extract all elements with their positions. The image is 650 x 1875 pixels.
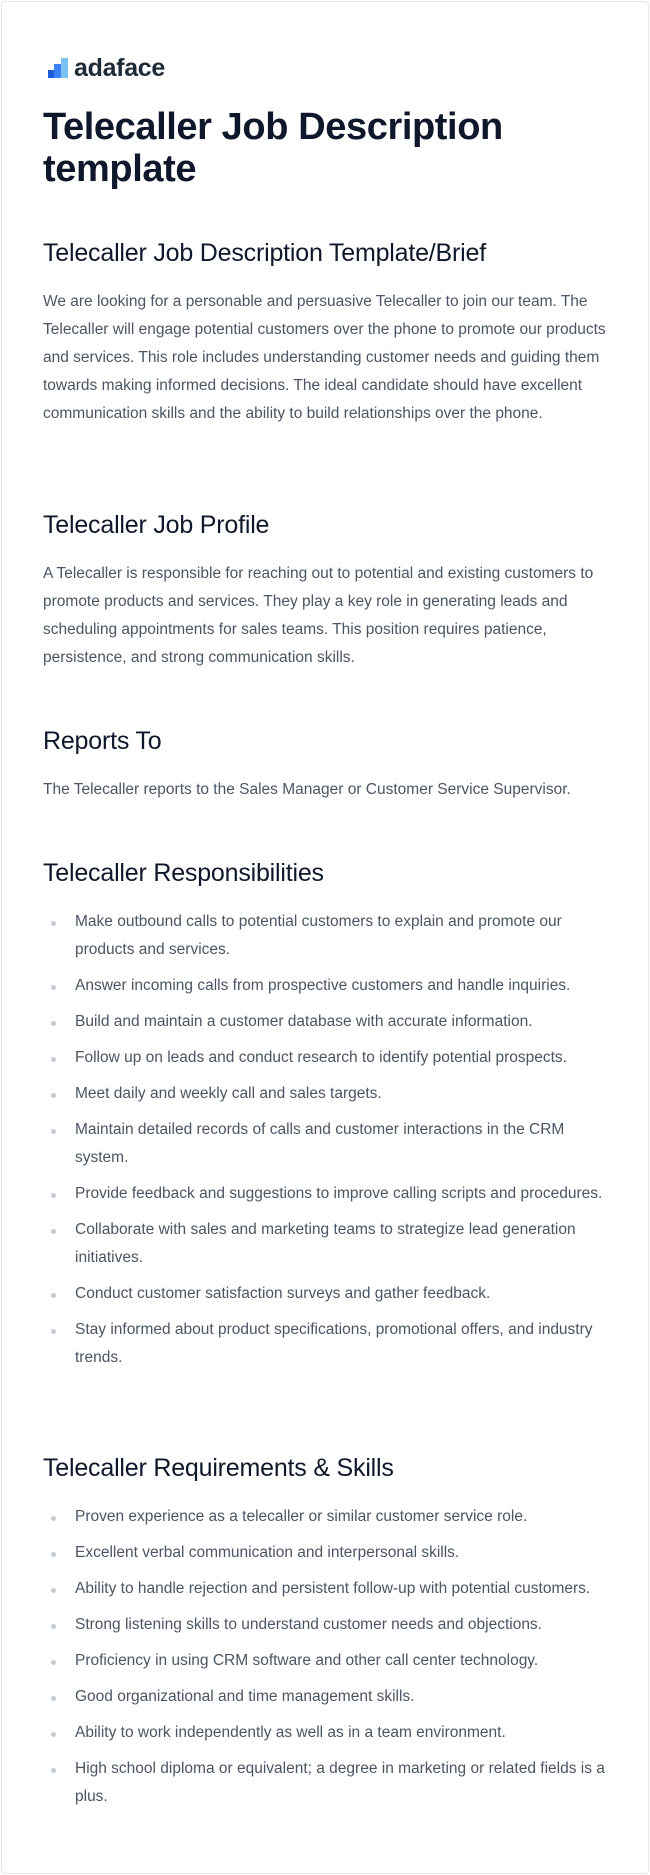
list-item: Conduct customer satisfaction surveys and gather feedback. xyxy=(43,1280,613,1308)
list-item: Proven experience as a telecaller or similar customer service role. xyxy=(43,1503,613,1531)
responsibilities-heading: Telecaller Responsibilities xyxy=(43,859,324,887)
page-title: Telecaller Job Description template xyxy=(43,106,503,190)
brand-name: adaface xyxy=(74,54,166,82)
list-item: Make outbound calls to potential customers to explain and promote our products and services. xyxy=(43,908,613,964)
list-item: Stay informed about product specifications, promotional offers, and industry trends. xyxy=(43,1316,613,1372)
list-item: Answer incoming calls from prospective customers and handle inquiries. xyxy=(43,972,613,1000)
requirements-list xyxy=(43,1503,613,1811)
list-item: Collaborate with sales and marketing teams to strategize lead generation initiatives. xyxy=(43,1216,613,1272)
list-item: High school diploma or equivalent; a degree in marketing or related fields is a plus. xyxy=(43,1755,613,1811)
reports-to-text: The Telecaller reports to the Sales Manager or Customer Service Supervisor. xyxy=(43,781,571,798)
bar-steps-logo-icon xyxy=(48,58,68,78)
list-item: Follow up on leads and conduct research to identify potential prospects. xyxy=(43,1044,613,1072)
list-item: Strong listening skills to understand customer needs and objections. xyxy=(43,1611,613,1639)
requirements-heading: Telecaller Requirements & Skills xyxy=(43,1454,394,1482)
brief-section xyxy=(43,238,613,428)
profile-section xyxy=(43,510,613,672)
requirements-section xyxy=(43,1453,613,1819)
list-item: Maintain detailed records of calls and customer interactions in the CRM system. xyxy=(43,1116,613,1172)
brief-heading: Telecaller Job Description Template/Brief xyxy=(43,239,486,267)
responsibilities-list xyxy=(43,908,613,1372)
job-description-card xyxy=(1,1,649,1874)
profile-heading: Telecaller Job Profile xyxy=(43,511,270,539)
brief-text: We are looking for a personable and persuasive Telecaller to join our team. The Telecaller will engage potential customers over the phone to promote our products and services. This role includes understanding customer needs and guiding them towards making informed decisions. The ideal candidate should have excellent communication skills and the ability to build relationships over the phone. xyxy=(43,293,606,422)
list-item: Ability to handle rejection and persistent follow-up with potential customers. xyxy=(43,1575,613,1603)
reports-to-heading: Reports To xyxy=(43,727,162,755)
list-item: Good organizational and time management skills. xyxy=(43,1683,613,1711)
list-item: Excellent verbal communication and interpersonal skills. xyxy=(43,1539,613,1567)
responsibilities-section xyxy=(43,858,613,1380)
list-item: Provide feedback and suggestions to improve calling scripts and procedures. xyxy=(43,1180,613,1208)
list-item: Build and maintain a customer database with accurate information. xyxy=(43,1008,613,1036)
profile-text: A Telecaller is responsible for reaching out to potential and existing customers to promote products and services. They play a key role in generating leads and scheduling appointments for sales teams. This position requires patience, persistence, and strong communication skills. xyxy=(43,565,594,666)
reports-to-section xyxy=(43,726,613,804)
list-item: Proficiency in using CRM software and other call center technology. xyxy=(43,1647,613,1675)
list-item: Ability to work independently as well as in a team environment. xyxy=(43,1719,613,1747)
adaface-logo[interactable] xyxy=(48,56,165,80)
list-item: Meet daily and weekly call and sales targets. xyxy=(43,1080,613,1108)
